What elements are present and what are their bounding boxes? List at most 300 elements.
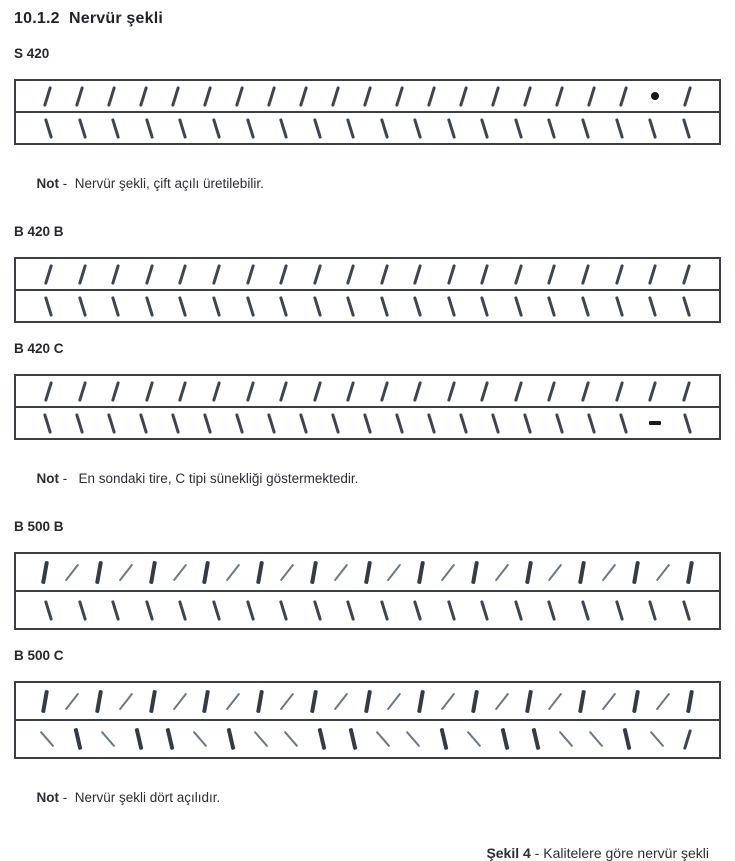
rib-cell xyxy=(32,264,66,285)
rib-cell xyxy=(160,86,192,107)
rib-cell xyxy=(32,600,66,621)
reverse-rib-icon xyxy=(139,413,148,434)
light-shallow-reverse-rib-icon xyxy=(192,731,207,747)
forward-rib-icon xyxy=(514,381,523,402)
reverse-rib-icon xyxy=(380,296,389,317)
grade-label: B 420 B xyxy=(14,224,64,239)
reverse-rib-icon xyxy=(413,118,422,139)
forward-rib-icon xyxy=(279,381,288,402)
rib-cell xyxy=(192,413,224,434)
rib-cell xyxy=(671,86,703,107)
rib-cell xyxy=(327,691,354,712)
light-shallow-forward-rib-icon xyxy=(333,692,348,710)
rib-cell xyxy=(66,296,100,317)
rib-cell xyxy=(334,264,368,285)
bold-steep-forward-rib-icon xyxy=(203,560,211,583)
light-shallow-forward-rib-icon xyxy=(65,563,80,581)
note-bold: Not xyxy=(36,471,60,486)
forward-rib-icon xyxy=(480,381,489,402)
rib-row xyxy=(16,683,719,719)
rib-row xyxy=(16,406,719,438)
reverse-rib-icon xyxy=(480,118,489,139)
rib-cell xyxy=(515,561,542,584)
rib-cell xyxy=(636,381,670,402)
bold-steep-forward-rib-icon xyxy=(256,689,264,712)
rib-cell xyxy=(671,413,703,434)
rib-cell xyxy=(300,381,334,402)
rib-cell xyxy=(200,600,234,621)
rib-cell xyxy=(415,86,447,107)
reverse-rib-icon xyxy=(145,600,154,621)
rib-cell xyxy=(59,562,86,583)
rib-cell xyxy=(128,86,160,107)
forward-rib-icon xyxy=(107,86,116,107)
light-shallow-forward-rib-icon xyxy=(65,692,80,710)
rib-cell xyxy=(334,600,368,621)
note-line xyxy=(14,161,721,206)
bold-steep-forward-rib-icon xyxy=(149,689,157,712)
bold-steep-forward-rib-icon xyxy=(364,560,372,583)
rib-cell xyxy=(468,296,502,317)
reverse-rib-icon xyxy=(313,600,322,621)
forward-rib-icon xyxy=(78,264,87,285)
bold-steep-forward-rib-icon xyxy=(686,689,694,712)
forward-rib-icon xyxy=(581,381,590,402)
rib-cell xyxy=(569,296,603,317)
light-shallow-reverse-rib-icon xyxy=(253,731,268,747)
rib-cell xyxy=(511,86,543,107)
forward-rib-icon xyxy=(145,381,154,402)
reverse-rib-icon xyxy=(212,118,221,139)
rib-cell xyxy=(623,561,650,584)
rib-cell xyxy=(139,561,166,584)
reverse-rib-icon xyxy=(459,413,468,434)
rib-cell xyxy=(602,381,636,402)
reverse-rib-icon xyxy=(246,296,255,317)
rib-cell xyxy=(649,562,676,583)
rib-cell xyxy=(166,381,200,402)
light-shallow-reverse-rib-icon xyxy=(558,731,573,747)
forward-rib-icon xyxy=(346,264,355,285)
rib-cell xyxy=(233,296,267,317)
reverse-rib-icon xyxy=(44,118,53,139)
rib-cell xyxy=(267,264,301,285)
grade-section xyxy=(14,648,721,820)
rib-cell xyxy=(166,691,193,712)
forward-rib-icon xyxy=(78,381,87,402)
rib-cell xyxy=(32,413,64,434)
reverse-rib-icon xyxy=(648,118,657,139)
rib-cell xyxy=(200,264,234,285)
reverse-rib-icon xyxy=(380,118,389,139)
rib-cell xyxy=(669,264,703,285)
forward-rib-icon xyxy=(427,86,436,107)
forward-rib-icon xyxy=(547,381,556,402)
light-shallow-forward-rib-icon xyxy=(172,692,187,710)
forward-rib-icon xyxy=(380,264,389,285)
reverse-rib-icon xyxy=(648,296,657,317)
grade-label: B 420 C xyxy=(14,341,64,356)
rib-cell xyxy=(383,86,415,107)
bold-steep-forward-rib-icon xyxy=(310,560,318,583)
rib-cell xyxy=(139,690,166,713)
forward-rib-icon xyxy=(682,381,691,402)
rib-cell xyxy=(133,264,167,285)
rib-cell xyxy=(276,729,307,749)
rib-cell xyxy=(113,691,140,712)
rib-cell xyxy=(86,690,113,713)
reverse-rib-icon xyxy=(413,600,422,621)
rib-cell xyxy=(166,118,200,139)
reverse-rib-icon xyxy=(523,413,532,434)
rib-cell xyxy=(368,729,399,749)
bold-steep-forward-rib-icon xyxy=(417,560,425,583)
rib-cell xyxy=(468,264,502,285)
rib-cell xyxy=(220,562,247,583)
reverse-rib-icon xyxy=(212,600,221,621)
rib-cell xyxy=(602,264,636,285)
rib-cell xyxy=(569,600,603,621)
rib-cell xyxy=(246,729,277,749)
rib-cell xyxy=(64,86,96,107)
forward-rib-icon xyxy=(587,86,596,107)
figure-caption-text: - Kalitelere göre nervür şekli xyxy=(530,845,709,861)
rib-cell xyxy=(435,381,469,402)
rib-cell xyxy=(502,118,536,139)
rib-cell xyxy=(435,562,462,583)
bold-steep-reverse-rib-icon xyxy=(440,728,448,750)
reverse-rib-icon xyxy=(514,296,523,317)
rib-cell xyxy=(166,600,200,621)
rib-cell xyxy=(447,86,479,107)
light-shallow-forward-rib-icon xyxy=(548,563,563,581)
forward-rib-icon xyxy=(44,264,53,285)
rib-cell xyxy=(669,600,703,621)
forward-rib-icon xyxy=(267,86,276,107)
rib-cell xyxy=(215,728,246,750)
rib-cell xyxy=(99,381,133,402)
forward-rib-icon xyxy=(395,86,404,107)
bold-steep-forward-rib-icon xyxy=(256,560,264,583)
rib-cell xyxy=(32,86,64,107)
rib-cell xyxy=(200,118,234,139)
rib-cell xyxy=(300,296,334,317)
reverse-rib-icon xyxy=(615,600,624,621)
rib-cell xyxy=(569,690,596,713)
forward-rib-icon xyxy=(43,86,52,107)
reverse-rib-icon xyxy=(279,118,288,139)
rib-cell xyxy=(569,561,596,584)
rib-row xyxy=(16,81,719,111)
reverse-rib-icon xyxy=(547,118,556,139)
reverse-rib-icon xyxy=(683,413,692,434)
reverse-rib-icon xyxy=(648,600,657,621)
reverse-rib-icon xyxy=(427,413,436,434)
rib-cell xyxy=(415,413,447,434)
bold-steep-forward-rib-icon xyxy=(95,560,103,583)
rib-cell xyxy=(636,264,670,285)
reverse-rib-icon xyxy=(447,600,456,621)
forward-rib-icon xyxy=(178,264,187,285)
reverse-rib-icon xyxy=(246,600,255,621)
rib-cell xyxy=(401,381,435,402)
bold-steep-forward-rib-icon xyxy=(632,689,640,712)
reverse-rib-icon xyxy=(246,118,255,139)
bold-steep-forward-rib-icon xyxy=(364,689,372,712)
reverse-rib-icon xyxy=(178,296,187,317)
reverse-rib-icon xyxy=(75,413,84,434)
rib-cell xyxy=(542,691,569,712)
forward-rib-icon xyxy=(619,86,628,107)
bold-steep-reverse-rib-icon xyxy=(501,728,509,750)
rib-cell xyxy=(99,600,133,621)
rib-cell xyxy=(96,86,128,107)
rib-cell xyxy=(220,691,247,712)
bold-steep-forward-rib-icon xyxy=(203,689,211,712)
forward-rib-icon xyxy=(171,86,180,107)
rib-cell xyxy=(200,296,234,317)
rib-cell xyxy=(535,381,569,402)
rib-cell xyxy=(367,296,401,317)
reverse-rib-icon xyxy=(44,296,53,317)
reverse-rib-icon xyxy=(171,413,180,434)
rib-cell xyxy=(429,728,460,750)
reverse-rib-icon xyxy=(203,413,212,434)
reverse-rib-icon xyxy=(447,118,456,139)
rib-cell xyxy=(288,413,320,434)
rib-cell xyxy=(267,381,301,402)
rib-cell xyxy=(602,296,636,317)
light-shallow-forward-rib-icon xyxy=(602,692,617,710)
rib-row xyxy=(16,289,719,321)
rib-cell xyxy=(224,86,256,107)
rib-cell xyxy=(502,600,536,621)
rib-cell xyxy=(193,690,220,713)
rib-cell xyxy=(669,296,703,317)
reverse-rib-icon xyxy=(346,296,355,317)
sections xyxy=(14,46,721,820)
reverse-rib-icon xyxy=(615,296,624,317)
forward-rib-icon xyxy=(246,264,255,285)
rib-cell xyxy=(535,296,569,317)
rib-cell xyxy=(320,413,352,434)
rib-cell xyxy=(63,728,94,750)
reverse-rib-icon xyxy=(78,600,87,621)
rib-cell xyxy=(401,296,435,317)
rib-cell xyxy=(569,118,603,139)
rib-cell xyxy=(32,690,59,713)
forward-rib-icon xyxy=(413,381,422,402)
reverse-rib-icon xyxy=(581,296,590,317)
forward-rib-icon xyxy=(683,729,692,750)
rib-cell xyxy=(66,381,100,402)
reverse-rib-icon xyxy=(145,118,154,139)
rib-cell xyxy=(642,729,673,749)
reverse-rib-icon xyxy=(581,118,590,139)
light-shallow-forward-rib-icon xyxy=(656,563,671,581)
rib-cell xyxy=(636,118,670,139)
reverse-rib-icon xyxy=(380,600,389,621)
reverse-rib-icon xyxy=(279,296,288,317)
rib-box xyxy=(14,552,721,630)
rib-cell xyxy=(133,381,167,402)
light-shallow-reverse-rib-icon xyxy=(284,731,299,747)
reverse-rib-icon xyxy=(78,296,87,317)
rib-cell xyxy=(607,413,639,434)
bold-steep-forward-rib-icon xyxy=(525,560,533,583)
rib-cell xyxy=(367,381,401,402)
light-shallow-reverse-rib-icon xyxy=(589,731,604,747)
reverse-rib-icon xyxy=(313,118,322,139)
rib-cell xyxy=(649,691,676,712)
bold-steep-forward-rib-icon xyxy=(471,689,479,712)
light-shallow-forward-rib-icon xyxy=(495,563,510,581)
rib-cell xyxy=(401,264,435,285)
rib-cell xyxy=(352,86,384,107)
rib-cell xyxy=(267,118,301,139)
reverse-rib-icon xyxy=(111,600,120,621)
reverse-rib-icon xyxy=(107,413,116,434)
rib-cell xyxy=(401,600,435,621)
rib-cell xyxy=(488,562,515,583)
rib-cell xyxy=(166,562,193,583)
rib-cell xyxy=(32,296,66,317)
rib-cell xyxy=(639,421,671,425)
rib-cell xyxy=(502,381,536,402)
rib-cell xyxy=(367,264,401,285)
rib-cell xyxy=(66,118,100,139)
rib-cell xyxy=(468,118,502,139)
rib-cell xyxy=(676,690,703,713)
light-shallow-forward-rib-icon xyxy=(333,563,348,581)
forward-rib-icon xyxy=(491,86,500,107)
rib-cell xyxy=(300,118,334,139)
rib-cell xyxy=(224,413,256,434)
rib-cell xyxy=(502,264,536,285)
grade-section xyxy=(14,519,721,630)
reverse-rib-icon xyxy=(331,413,340,434)
rib-cell xyxy=(468,600,502,621)
reverse-rib-icon xyxy=(480,600,489,621)
rib-cell xyxy=(267,296,301,317)
rib-cell xyxy=(32,729,63,749)
rib-cell xyxy=(256,86,288,107)
forward-rib-icon xyxy=(380,381,389,402)
rib-row xyxy=(16,719,719,757)
bold-steep-forward-rib-icon xyxy=(310,689,318,712)
rib-cell xyxy=(327,562,354,583)
rib-cell xyxy=(596,691,623,712)
light-shallow-reverse-rib-icon xyxy=(650,731,665,747)
forward-rib-icon xyxy=(178,381,187,402)
forward-rib-icon xyxy=(331,86,340,107)
rib-cell xyxy=(133,296,167,317)
rib-box xyxy=(14,681,721,759)
forward-rib-icon xyxy=(203,86,212,107)
rib-row xyxy=(16,554,719,590)
rib-cell xyxy=(233,381,267,402)
rib-cell xyxy=(193,561,220,584)
rib-cell xyxy=(488,691,515,712)
rib-cell xyxy=(575,86,607,107)
rib-cell xyxy=(602,600,636,621)
note-bold: Not xyxy=(36,176,60,191)
light-shallow-forward-rib-icon xyxy=(119,563,134,581)
reverse-rib-icon xyxy=(581,600,590,621)
forward-rib-icon xyxy=(75,86,84,107)
reverse-rib-icon xyxy=(682,118,691,139)
rib-cell xyxy=(93,729,124,749)
reverse-rib-icon xyxy=(491,413,500,434)
light-shallow-reverse-rib-icon xyxy=(101,731,116,747)
forward-rib-icon xyxy=(139,86,148,107)
reverse-rib-icon xyxy=(267,413,276,434)
rib-cell xyxy=(354,561,381,584)
reverse-rib-icon xyxy=(78,118,87,139)
light-shallow-forward-rib-icon xyxy=(387,692,402,710)
rib-cell xyxy=(300,690,327,713)
rib-cell xyxy=(435,600,469,621)
rib-cell xyxy=(267,600,301,621)
rib-cell xyxy=(166,264,200,285)
reverse-rib-icon xyxy=(44,600,53,621)
rib-cell xyxy=(575,413,607,434)
dot-mark-icon xyxy=(651,92,659,100)
rib-cell xyxy=(307,728,338,750)
rib-cell xyxy=(99,118,133,139)
bold-steep-reverse-rib-icon xyxy=(135,728,143,750)
rib-cell xyxy=(669,118,703,139)
rib-cell xyxy=(233,264,267,285)
grade-section xyxy=(14,46,721,206)
light-shallow-forward-rib-icon xyxy=(226,563,241,581)
rib-cell xyxy=(367,600,401,621)
rib-cell xyxy=(636,296,670,317)
forward-rib-icon xyxy=(523,86,532,107)
rib-cell xyxy=(300,600,334,621)
bold-steep-forward-rib-icon xyxy=(578,560,586,583)
rib-cell xyxy=(160,413,192,434)
rib-cell xyxy=(166,296,200,317)
light-shallow-forward-rib-icon xyxy=(226,692,241,710)
rib-cell xyxy=(581,729,612,749)
rib-cell xyxy=(99,296,133,317)
rib-cell xyxy=(367,118,401,139)
reverse-rib-icon xyxy=(682,296,691,317)
rib-cell xyxy=(639,92,671,100)
forward-rib-icon xyxy=(363,86,372,107)
forward-rib-icon xyxy=(459,86,468,107)
reverse-rib-icon xyxy=(555,413,564,434)
rib-cell xyxy=(479,86,511,107)
rib-cell xyxy=(401,118,435,139)
rib-cell xyxy=(274,562,301,583)
rib-cell xyxy=(247,561,274,584)
rib-cell xyxy=(233,118,267,139)
rib-cell xyxy=(602,118,636,139)
reverse-rib-icon xyxy=(346,600,355,621)
rib-cell xyxy=(381,691,408,712)
rib-cell xyxy=(334,296,368,317)
reverse-rib-icon xyxy=(514,118,523,139)
rib-cell xyxy=(66,600,100,621)
reverse-rib-icon xyxy=(111,118,120,139)
rib-row xyxy=(16,376,719,406)
rib-cell xyxy=(334,118,368,139)
reverse-rib-icon xyxy=(413,296,422,317)
bold-steep-reverse-rib-icon xyxy=(531,728,539,750)
dash-mark-icon xyxy=(649,421,661,425)
